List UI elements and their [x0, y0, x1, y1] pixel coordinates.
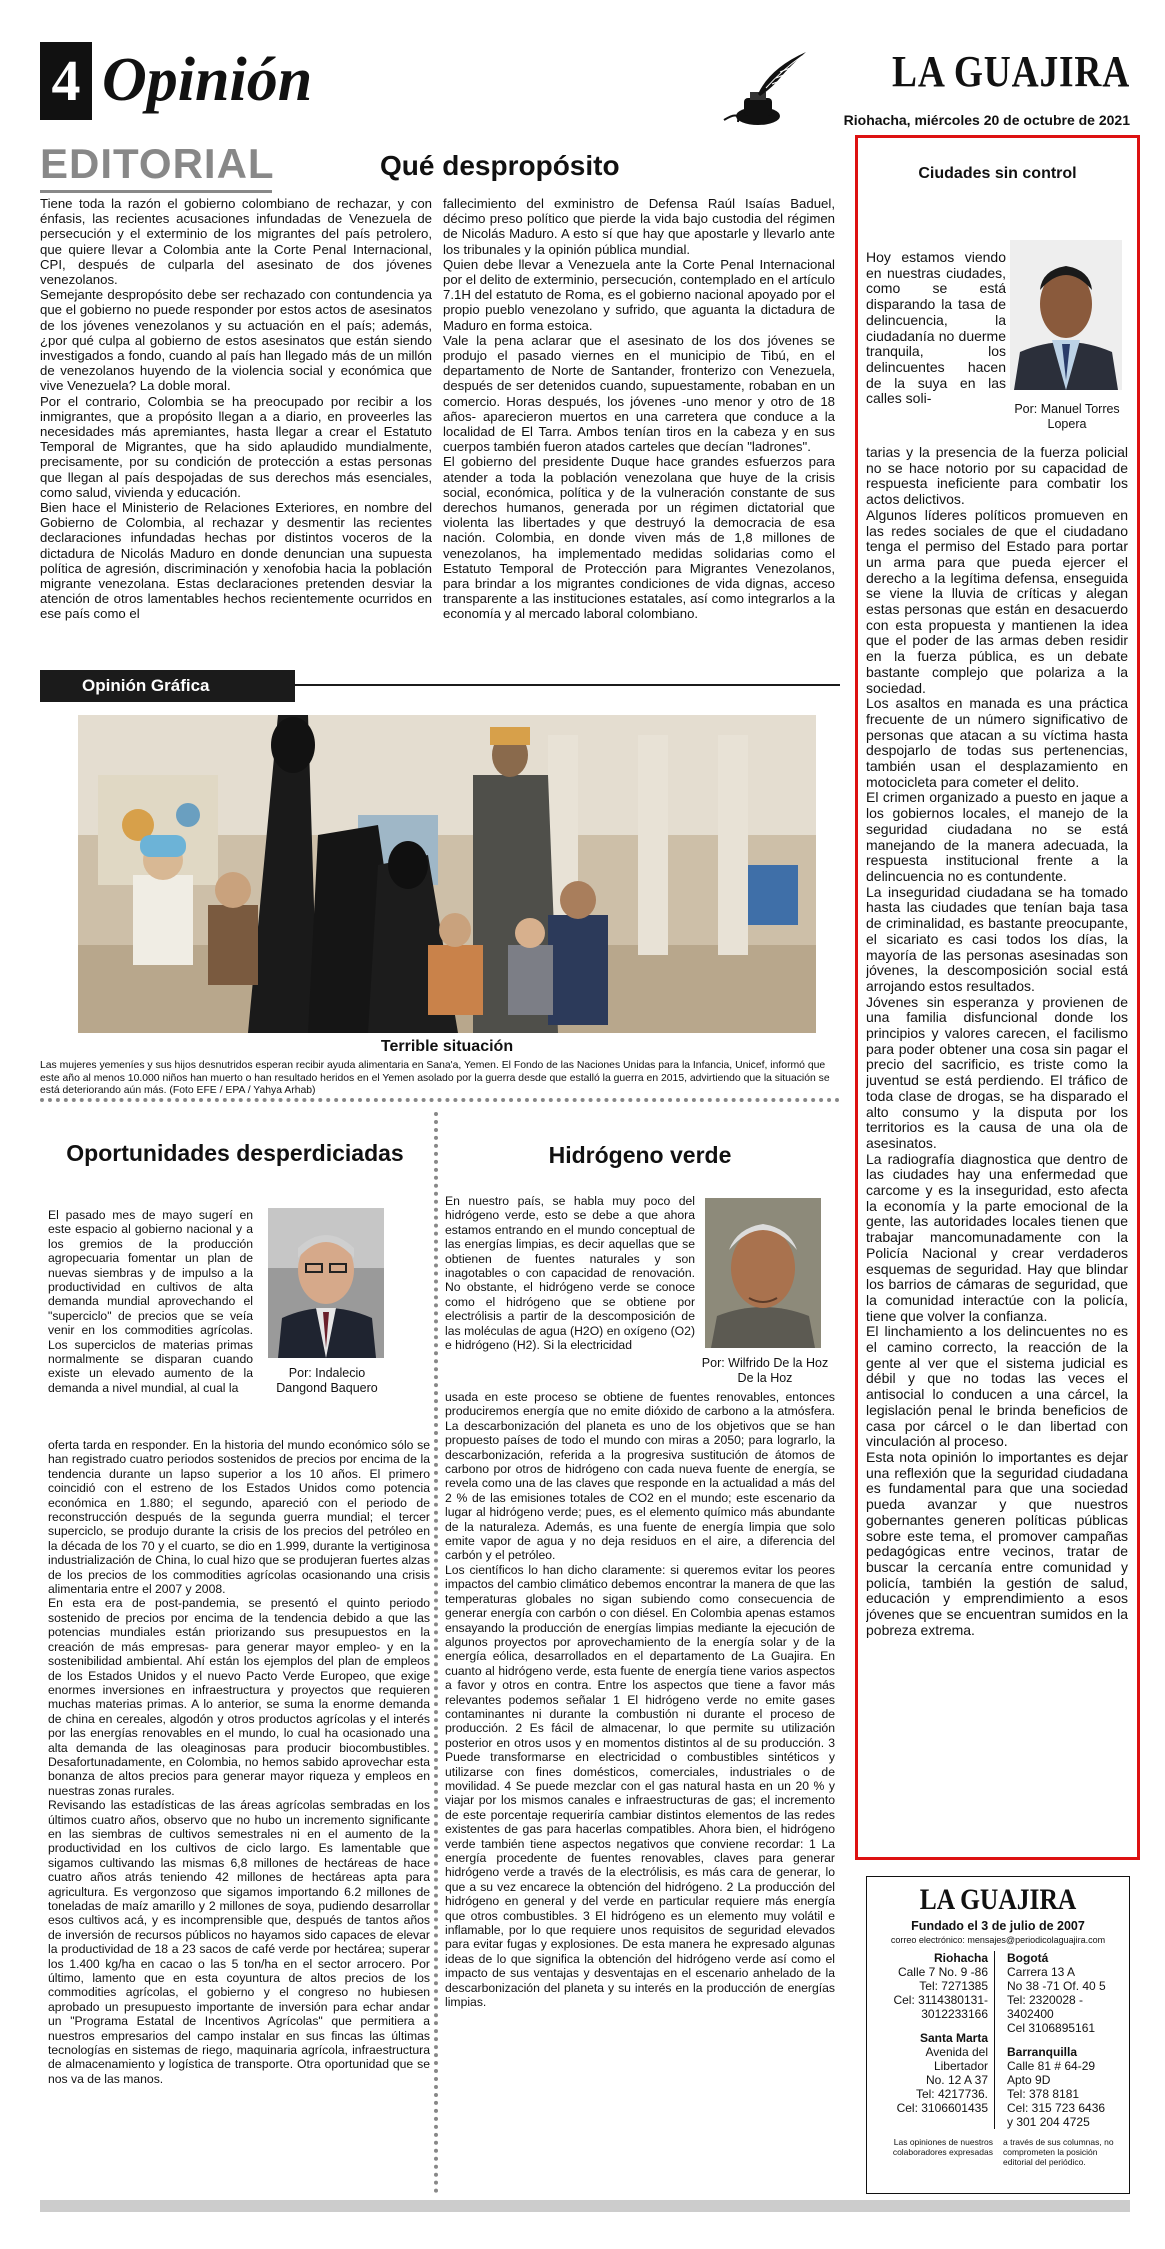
paragraph: Los asaltos en manada es una práctica frecuente de un número significativo de personas que atacan a su víctima hasta despojarlo de todas sus pertenencias, también usan el desplazamiento en motocicleta para cometer el delito. — [866, 695, 1128, 790]
founded-line: Fundado el 3 de julio de 2007 — [911, 1919, 1085, 1933]
paragraph: usada en este proceso se obtiene de fuentes renovables, entonces produciremos energía que no emite dióxido de carbono a la atmósfera. La descarbonización del planeta es uno de los objetivos que se han propuesto países de todo el mundo con miras a 2050; para lograrlo, la descarbonización, referida a la progresiva sustitución de átomos de carbono por otros de hidrógeno con cada nueva fuente de energía, se revela como una de las claves que responde en la actualidad a más del 2 % de las emisiones totales de CO2 en el mundo; este escenario da lugar al hidrógeno verde; pues, es el elemento químico más abundante de la naturaleza. Además, es una fuente de energía limpia que solo emite vapor de agua y no deja residuos en el aire, a diferencia del carbón y el petróleo. — [445, 1390, 835, 1563]
disclaimer-left: Las opiniones de nuestros colaboradores expresadas — [892, 2137, 993, 2157]
paragraph: Jóvenes sin esperanza y provienen de una familia disfuncional donde los principios y valores carecen, el facilismo para poder obtener una cosa sin pagar el precio del sacrificio, es triste como la juventud se está perdiendo. El tráfico de toda clase de drogas, se ha disparado el alto consumo y la disputa por los territorios es la causa de una ola de asesinatos. — [866, 993, 1128, 1151]
editorial-headline: Qué despropósito — [380, 150, 620, 181]
paragraph: La inseguridad ciudadana se ha tomado hasta las ciudades que tenían baja tasa de criminalidad, es bastante preocupante, el sicariato es casi todos los días, la mayoría de las personas asesinadas son jóvenes, la descomposición social está arrojando estos resultados. — [866, 883, 1128, 994]
dotted-divider — [40, 1098, 840, 1102]
paragraph: oferta tarda en responder. En la historia del mundo económico sólo se han registrado cuatro periodos sostenidos de precios por encima de la tendencia durante un lapso superior a los 10 años. El primero coincidió con el estreno de los Estados Unidos como potencia económica en 1.880; el segundo, apareció con el periodo de reconstrucción después de la segunda guerra mundial; el tercer superciclo, se produjo durante la crisis de los precios del petróleo en la década de los 70 y el cuarto, se dio en 1.999, durante la vertiginosa industrialización de China, lo cual hizo que se produjeran fuertes alzas de los precios de los commodities agrícolas ocasionando una crisis alimentaria entre el 2007 y 2008. — [48, 1438, 430, 1597]
page-header — [40, 42, 1130, 132]
office-line: Apto 9D — [1007, 2073, 1051, 2087]
paragraph: En esta era de post-pandemia, se presentó el quinto periodo sostenido de precios por encima de la tendencia debido a que las potencias mundiales están priorizando sus presupuestos en la creación de más empresas- para generar mayor empleo- y en la sostenibilidad ambiental. Ahí están los ejemplos del plan de empleos de los Estados Unidos y el nuevo Pacto Verde Europeo, que exige enormes inversiones en infraestructura y proyectos que requieren muchas materias primas. A lo anterior, se suma la enorme demanda de china en cereales, algodón y otros productos agrícolas y el interés por las energías renovables en el mundo, lo cual ha ocasionado una alta demanda de las oleaginosas para producir biocombustibles. Desafortunadamente, en Colombia, no hemos sabido aprovechar esta bonanza de altos precios para generar mayor riqueza y empleos en nuestras zonas rurales. — [48, 1596, 430, 1798]
office-addresses — [875, 1951, 1121, 2129]
offices-right — [1001, 1951, 1121, 2129]
paragraph: Revisando las estadísticas de las áreas agrícolas sembradas en los últimos cuatro años, observo que no hubo un incremento significante en las siembras de cultivos semestrales ni en el aumento de la productividad en los cultivos de ciclo largo. Es lamentable que sigamos cultivando las mismas 6,8 millones de hectáreas de hace cuatro años atrás teniendo 42 millones de hectáreas apta para agricultura. Es vergonzoso que sigamos importando 6.2 millones de toneladas de maíz amarillo y 2 millones de soya, pudiendo desarrollar esos cultivos acá, y es incomprensible que, después de tantos años de inversión de recursos públicos no hayamos sido capaces de elevar la productividad de 18 a 23 sacos de café verde por hectárea; superar los 1.400 kg/ha en cacao o las 5 ton/ha en el sector arrocero. Por último, lamento que en esta coyuntura de altos precios de los commodities agrícolas, el gobierno y el congreso no hubiesen aprobado un presupuesto importante de inversión para echar andar un "Programa Estatal de Incentivos Agrícolas" que permitiera a nuestros empresarios del campo instalar en sus fincas las últimas tecnologías en sistemas de riego, maquinaria agrícola, infraestructura de almacenamiento y logística de transporte. Otra oportunidad que se nos va de las manos. — [48, 1798, 430, 2086]
office-line: No. 12 A 37 — [925, 2073, 988, 2087]
paragraph: La radiografía diagnostica que dentro de las ciudades hay una enfermedad que carcome y es la inseguridad, esto afecta la economía y la parte emocional de la gente, las autoridades locales tienen que trabajar mancomunadamente con la Policía Nacional y crear verdaderos esquemas de seguridad. Hay que blindar los barrios de cámaras de seguridad, que la comunidad interactúe con la policía, tiene que volver la confianza. — [866, 1150, 1128, 1324]
article-text-intro: En nuestro país, se habla muy poco del hidrógeno verde, esto se debe a que ahora estamos entrando en el mundo conceptual de las energías limpias, es decir aquellas que se obtienen de fuentes naturales y son inagotables o con capacidad de renovación. No obstante, el hidrógeno verde se conoce como el hidrógeno que se obtiene por electrólisis a partir de la descomposición de las moléculas de agua (H2O) en oxígeno (O2) e hidrógeno (H2). Si la electricidad — [445, 1194, 695, 1353]
section-rule — [295, 684, 840, 686]
dotted-divider — [434, 1112, 438, 2194]
office-line: Cel: 315 723 6436 — [1007, 2101, 1106, 2115]
page-number: 4 — [40, 42, 92, 120]
author-photo-torres — [1010, 240, 1122, 390]
office-line: Avenida del — [925, 2045, 988, 2059]
editorial-column-2 — [443, 196, 835, 664]
author-photo-delahoz — [705, 1198, 821, 1348]
newspaper-logo: LA GUAJIRA — [891, 47, 1130, 96]
office-line: Tel: 4217736. — [915, 2087, 988, 2101]
article-text-hidrogeno — [445, 1390, 835, 2190]
offices-left — [875, 1951, 995, 2129]
office-line: 3012233166 — [921, 2007, 988, 2021]
paragraph: tarias y la presencia de la fuerza policial no se hace notorio por su capacidad de respuesta ineficiente para combatir los actos delictivos. — [866, 445, 1128, 508]
opinion-grafica-label: Opinión Gráfica — [40, 670, 295, 702]
office-line: No 38 -71 Of. 40 5 — [1007, 1979, 1106, 1993]
office-line: Bogotá — [1007, 1951, 1049, 1965]
author-caption: Por: Wilfrido De la Hoz De la Hoz — [701, 1356, 829, 1385]
photo-caption-title: Terrible situación — [380, 1038, 514, 1055]
article-text-oportunidades — [48, 1438, 430, 2198]
date-line: Riohacha, miércoles 20 de octubre de 2021 — [843, 112, 1130, 128]
page-bottom-bar — [40, 2200, 1130, 2212]
editorial-underline — [40, 190, 272, 193]
office-line: Cel: 3106601435 — [896, 2101, 988, 2115]
office-line: 3402400 — [1007, 2007, 1054, 2021]
office-line: Cel: 3114380131- — [893, 1993, 988, 2007]
office-line: Riohacha — [933, 1951, 988, 1965]
article-text-intro: El pasado mes de mayo sugerí en este espacio al gobierno nacional y a los gremios de la producción agropecuaria fomentar un plan de nuevas siembras y de impulso a la productividad en cultivos de alta demanda mundial aprovechando el "superciclo" de precios que se veía venir en los commodities agrícolas. Los superciclos de materias primas normalmente se disparan cuando existe un elevado aumento de la demanda a nivel mundial, al cual la — [48, 1208, 253, 1395]
article-title-oportunidades: Oportunidades desperdiciadas — [66, 1140, 404, 1166]
paragraph: Quien debe llevar a Venezuela ante la Corte Penal Internacional por el delito de exterminio, persecución, contemplado en el artículo 7.1H del estatuto de Roma, es el gobierno nacional apoyado por el propio pueblo venezolano y sufrido, que aguanta la dictadura de Maduro en forma estoica. — [443, 256, 835, 333]
paragraph: fallecimiento del exministro de Defensa Raúl Isaías Baduel, décimo preso político que pierde la vida bajo custodia del régimen de Nicolás Maduro. A esto sí que hay que apostarle y llevarlo ante los tribunales y la opinión pública mundial. — [443, 196, 835, 257]
paragraph: El gobierno del presidente Duque hace grandes esfuerzos para atender a toda la población venezolana que huye de la crisis social, económica, política y de la vulneración constante de sus derechos humanos, generada por un régimen dictatorial que violenta las libertades y que destruyó la democracia de esa nación. Colombia, en donde viven más de 1,8 millones de venezolanos, ha implementado medidas solidarias como el Estatuto Temporal de Protección para Migrantes Venezolanos, para brindar a los migrantes condiciones de vida dignas, acceso transparente a las instituciones estatales, así como integrarlos a la economía y al mercado laboral colombiano. — [443, 454, 835, 622]
paragraph: Semejante despropósito debe ser rechazado con contundencia ya que el gobierno no puede responder por estos actos de asesinatos de los jóvenes venezolanos y su actuación en el país; además, ¿por qué culpa al gobierno de estos asesinatos que están siendo investigados a fondo, cuando al país han llegado más de un millón de venezolanos huyendo de la violencia social y económica que vive Venezuela? La doble moral. — [40, 287, 432, 394]
author-caption: Por: Manuel Torres Lopera — [1014, 402, 1120, 431]
office-line: Calle 81 # 64-29 — [1007, 2059, 1096, 2073]
masthead-logo: LA GUAJIRA — [919, 1883, 1077, 1916]
paragraph: Tiene toda la razón el gobierno colombiano de rechazar, y con énfasis, las recientes acusaciones infundadas de Venezuela de persecución y el exterminio de los migrantes del país petrolero, que quiere llevar a Colombia ante la Corte Penal Internacional, CPI, después de culparla del asesinato de dos jóvenes venezolanos. — [40, 196, 432, 288]
quill-inkwell-icon — [720, 48, 810, 128]
office-line: Barranquilla — [1007, 2045, 1078, 2059]
office-line: Tel: 7271385 — [919, 1979, 988, 1993]
office-line: Tel: 378 8181 — [1007, 2087, 1080, 2101]
photo-caption: Las mujeres yemeníes y sus hijos desnutridos esperan recibir ayuda alimentaria en Sana'a, Yemen. El Fondo de las Naciones Unidas para la Infancia, Unicef, informó que este año al menos 10.000 niños han muerto o han resultado heridos en el Yemen asolado por la guerra desde que estalló la guerra en 2015, advirtiendo que la situación se está deteriorando aún más. (Foto EFE / EPA / Yahya Arhab) — [40, 1060, 830, 1097]
office-line: y 301 204 4725 — [1007, 2115, 1090, 2129]
office-line: Cel 3106895161 — [1007, 2021, 1096, 2035]
disclaimer — [875, 2137, 1121, 2167]
paragraph: Por el contrario, Colombia se ha preocupado por recibir a los inmigrantes, que a propósito llegan a a diario, en proveerles las necesidades más apremiantes, hasta llegar a crear el Estatuto Temporal de Migrantes, que ha sido aplaudido mundialmente, precisamente, por su condición de protección a estas personas que llegan al país despojadas de sus derechos más esenciales, como salud, vivienda y educación. — [40, 393, 432, 500]
paragraph: Bien hace el Ministerio de Relaciones Exteriores, en nombre del Gobierno de Colombia, al rechazar y desmentir las recientes declaraciones infundadas hechas por distintos voceros de la dictadura de Nicolás Maduro en donde denuncian una supuesta política de agresión, discriminación y xenofobia hacia la población migrante venezolana. Estas declaraciones pretenden desviar la atención de otros lamentables hechos recientemente ocurridos en ese país como el — [40, 500, 432, 622]
editorial-column-1 — [40, 196, 432, 664]
paragraph: Vale la pena aclarar que el asesinato de los dos jóvenes se produjo el pasado viernes en el municipio de Tibú, en el departamento de Norte de Santander, fronterizo con Venezuela, después de ser detenidos cuando, supuestamente, robaban en un comercio. Horas después, los jóvenes -uno menor y otro de 18 años- aparecieron muertos en una carretera que conduce a la localidad de El Tarra. Ambos tenían tiros en la cabeza y en sus cuerpos también fueron atados carteles que decían "ladrones". — [443, 332, 835, 455]
disclaimer-right: a través de sus columnas, no comprometen la posición editorial del periódico. — [1003, 2137, 1114, 2167]
paragraph: Algunos líderes políticos promueven en las redes sociales de que el ciudadano tenga el permiso del Estado para portar un arma para que pueda ejercer el derecho a la legítima defensa, enseguida se viene la lluvia de críticas y alegan estas personas que están en desacuerdo con esta propuesta y mantienen la idea que el poder de las armas deben residir en la fuerza pública, es un debate bastante complejo que polariza a la sociedad. — [866, 506, 1128, 696]
yemen-photo — [78, 715, 816, 1033]
office-line: Santa Marta — [919, 2031, 988, 2045]
email-line: correo electrónico: mensajes@periodicolaguajira.com — [890, 1935, 1106, 1945]
author-caption: Por: Indalecio Dangond Baquero — [276, 1366, 378, 1395]
article-text-ciudades — [866, 445, 1128, 1845]
paragraph: Los científicos lo han dicho claramente: si queremos evitar los peores impactos del cambio climático debemos encontrar la manera de que las temperaturas globales no sigan subiendo como consecuencia de generar energía con carbón o con diésel. En Colombia apenas estamos ensayando la producción de energías limpias mediante la ejecución de algunos proyectos por aprovechamiento de la energía solar y de la energía eólica, desarrollados en el departamento de La Guajira. En cuanto al hidrógeno verde, esta fuente de energía tiene varios aspectos a favor y otros en contra. Entre los aspectos que tiene a favor más relevantes podemos señalar 1 El hidrógeno verde no emite gases contaminantes ni durante la combustión ni durante el proceso de producción. 2 Es fácil de almacenar, lo que permite su utilización posterior en otros usos y en momentos distintos al de su producción. 3 Puede transformarse en electricidad o combustibles sintéticos y utilizarse con fines domésticos, comerciales, industriales o de movilidad. 4 Se puede mezclar con el gas natural hasta en un 20 % y viajar por los mismos canales e infraestructuras de gas; el incremento de este porcentaje requeriría cambiar distintos elementos de las redes existentes de gas para hacerlas compatibles. Ahora bien, el hidrógeno verde también tiene aspectos negativos que conviene recordar: 1 La energía procedente de fuentes renovables, claves para generar hidrógeno verde a través de la electrólisis, es más cara de generar, lo que a su vez encarece la obtención del hidrógeno. 2 La producción del hidrógeno en general y del verde en particular requiere más energía que otros combustibles. 3 El hidrógeno es un elemento muy volátil e inflamable, por lo que requiere unos requisitos de seguridad elevados para evitar fugas y explosiones. De esta manera he expresado algunas ideas de lo que significa la obtención del hidrógeno verde así como el impacto de sus ventajas y desventajas en el escenario anhelado de la descarbonización del planeta y su interés en la producción de energías limpias. — [445, 1562, 835, 2010]
paragraph: Esta nota opinión lo importantes es dejar una reflexión que la seguridad ciudadana es fundamental para que una sociedad pueda avanzar y que nuestros gobernantes generen políticas públicas sobre este tema, el promover campañas pedagógicas entre vecinos, tratar de buscar la cercanía entre comunidad y policía, también la gestión de salud, educación y emprendimiento a esos jóvenes que se encuentran sumidos en la pobreza extrema. — [866, 1449, 1128, 1638]
article-text-intro: Hoy estamos viendo en nuestras ciudades, como se está disparando la tasa de delincuencia, la ciudadanía no duerme tranquila, los delincuentes hacen de la suya en las calles soli- — [866, 250, 1006, 407]
section-title: Opinión — [102, 46, 313, 114]
article-title-ciudades: Ciudades sin control — [918, 165, 1077, 182]
editorial-label: EDITORIAL — [40, 140, 275, 187]
office-line: Calle 7 No. 9 -86 — [897, 1965, 988, 1979]
article-title-hidrogeno: Hidrógeno verde — [548, 1142, 732, 1168]
masthead-box — [866, 1876, 1130, 2194]
office-line: Tel: 2320028 - — [1007, 1993, 1084, 2007]
paragraph: El linchamiento a los delincuentes no es el camino correcto, la reacción de la gente al ver que el sistema judicial es débil y que no todas las veces el antisocial lo conducen a una cárcel, la legislación penal le brinda beneficios de casa por cárcel o le dan libertad con vinculación al proceso. — [866, 1323, 1128, 1450]
author-photo-dangond — [268, 1208, 384, 1358]
paragraph: El crimen organizado a puesto en jaque a los gobiernos locales, el manejo de la seguridad ciudadana no se está manejando de la manera adecuada, la respuesta institucional frente a la delincuencia no es contundente. — [866, 789, 1128, 884]
office-line: Libertador — [933, 2059, 988, 2073]
office-line: Carrera 13 A — [1007, 1965, 1076, 1979]
